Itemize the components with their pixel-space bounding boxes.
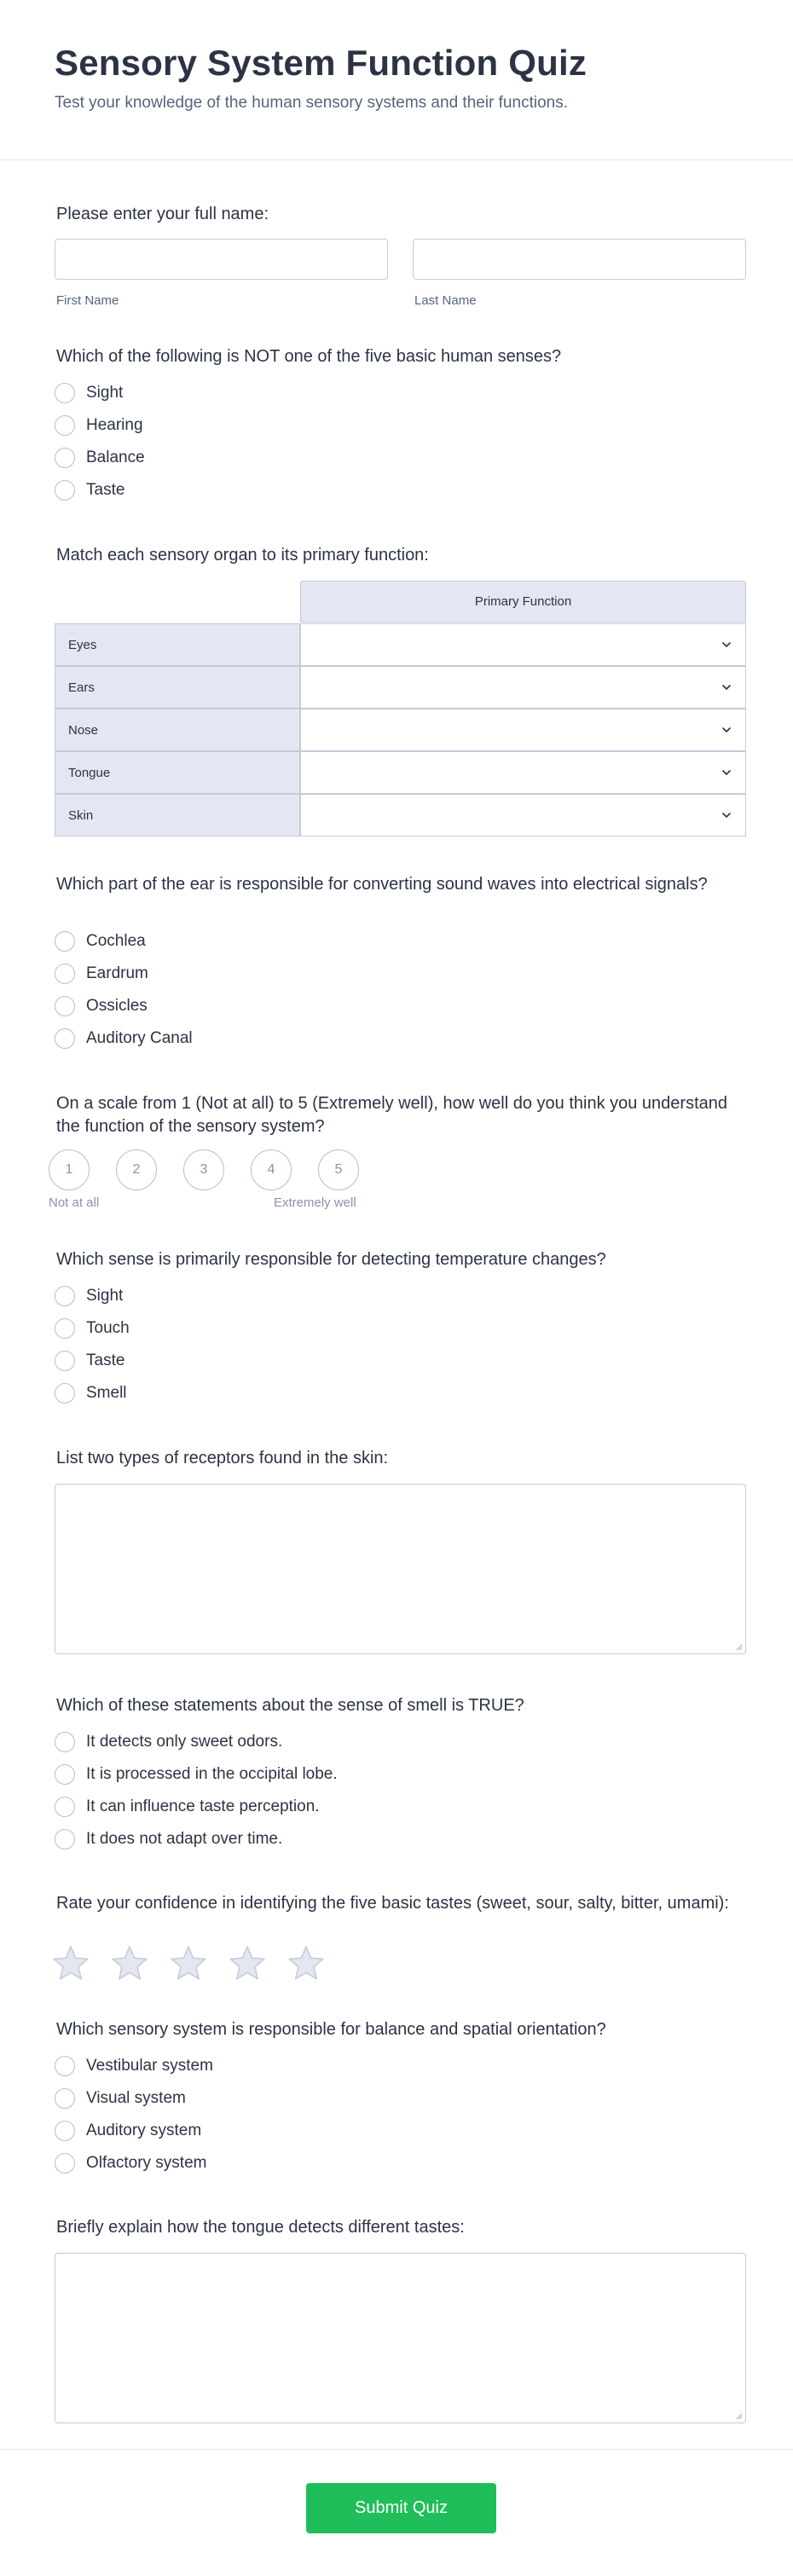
radio-option[interactable] — [55, 414, 143, 437]
radio-label: It can influence taste perception. — [86, 1797, 320, 1815]
radio-button[interactable] — [55, 1318, 75, 1339]
radio-label: Eardrum — [86, 964, 148, 982]
function-dropdown[interactable] — [300, 751, 746, 794]
radio-label: Visual system — [86, 2089, 186, 2107]
function-dropdown[interactable] — [300, 623, 746, 666]
question-scale: On a scale from 1 (Not at all) to 5 (Extremely well), how well do you think you understand the function of the sensory system? — [56, 1094, 728, 1136]
radio-label: Sight — [86, 1287, 124, 1305]
radio-option[interactable] — [55, 1795, 320, 1819]
radio-label: Touch — [86, 1319, 130, 1337]
question-tastes: Rate your confidence in identifying the five basic tastes (sweet, sour, salty, bitter, umami): — [56, 1894, 729, 1913]
first-name-sublabel: First Name — [56, 293, 119, 308]
radio-option[interactable] — [55, 1763, 338, 1786]
radio-option[interactable] — [55, 1349, 124, 1373]
radio-option[interactable] — [55, 1317, 130, 1340]
submit-button[interactable]: Submit Quiz — [306, 2483, 496, 2533]
matrix-row-label: Tongue — [55, 751, 300, 794]
radio-label: Ossicles — [86, 997, 148, 1015]
star-icon[interactable] — [111, 1945, 148, 1981]
radio-button[interactable] — [55, 448, 75, 468]
radio-option[interactable] — [55, 478, 124, 502]
radio-button[interactable] — [55, 931, 75, 952]
radio-button[interactable] — [55, 1286, 75, 1306]
radio-label: It detects only sweet odors. — [86, 1733, 283, 1751]
star-icon[interactable] — [287, 1945, 325, 1981]
radio-button[interactable] — [55, 415, 75, 436]
first-name-input[interactable] — [55, 239, 388, 280]
radio-button[interactable] — [55, 2121, 75, 2141]
last-name-sublabel: Last Name — [414, 293, 477, 308]
receptors-textarea[interactable] — [55, 1484, 746, 1654]
radio-button[interactable] — [55, 1383, 75, 1404]
radio-label: Taste — [86, 1352, 125, 1369]
form-header — [0, 0, 793, 160]
radio-button[interactable] — [55, 2088, 75, 2109]
radio-label: Hearing — [86, 416, 143, 434]
radio-option[interactable] — [55, 2151, 206, 2175]
chevron-down-icon — [720, 723, 733, 737]
radio-option[interactable] — [55, 446, 145, 470]
question-tongue: Briefly explain how the tongue detects different tastes: — [56, 2218, 465, 2237]
radio-option[interactable] — [55, 1027, 193, 1051]
matrix-row — [55, 623, 746, 666]
matrix-row — [55, 794, 746, 836]
page-subtitle: Test your knowledge of the human sensory systems and their functions. — [55, 94, 568, 112]
scale-option[interactable]: 3 — [183, 1149, 224, 1190]
radio-label: Auditory Canal — [86, 1029, 193, 1047]
radio-button[interactable] — [55, 1351, 75, 1371]
chevron-down-icon — [720, 680, 733, 694]
radio-button[interactable] — [55, 1028, 75, 1049]
question-receptors: List two types of receptors found in the skin: — [56, 1449, 389, 1467]
question-organ-matrix: Match each sensory organ to its primary function: — [56, 546, 429, 564]
scale-high-caption: Extremely well — [274, 1195, 356, 1210]
page-title: Sensory System Function Quiz — [55, 43, 588, 83]
function-dropdown[interactable] — [300, 794, 746, 836]
radio-label: Smell — [86, 1384, 127, 1402]
radio-label: Cochlea — [86, 932, 146, 950]
star-icon[interactable] — [229, 1945, 266, 1981]
matrix-row — [55, 709, 746, 751]
function-dropdown[interactable] — [300, 666, 746, 709]
resize-handle-icon[interactable] — [734, 1642, 743, 1651]
radio-option[interactable] — [55, 2119, 201, 2143]
matrix-column-header: Primary Function — [300, 581, 746, 622]
function-dropdown[interactable] — [300, 709, 746, 751]
radio-option[interactable] — [55, 994, 148, 1018]
star-icon[interactable] — [170, 1945, 207, 1981]
radio-label: Olfactory system — [86, 2154, 207, 2172]
resize-handle-icon[interactable] — [734, 2411, 743, 2420]
matrix-row-label: Skin — [55, 794, 300, 836]
radio-label: It does not adapt over time. — [86, 1830, 283, 1848]
radio-button[interactable] — [55, 383, 75, 403]
matrix-row-label: Eyes — [55, 623, 300, 666]
question-ear: Which part of the ear is responsible for converting sound waves into electrical signals? — [56, 875, 708, 894]
radio-button[interactable] — [55, 2056, 75, 2076]
radio-button[interactable] — [55, 996, 75, 1016]
chevron-down-icon — [720, 766, 733, 779]
scale-low-caption: Not at all — [49, 1195, 100, 1210]
question-balance: Which sensory system is responsible for balance and spatial orientation? — [56, 2020, 606, 2039]
radio-option[interactable] — [55, 929, 146, 953]
chevron-down-icon — [720, 638, 733, 651]
chevron-down-icon — [720, 808, 733, 822]
question-full-name: Please enter your full name: — [56, 205, 269, 223]
matrix-row — [55, 751, 746, 794]
scale-option[interactable]: 4 — [251, 1149, 292, 1190]
scale-option[interactable]: 5 — [318, 1149, 359, 1190]
radio-label: Auditory system — [86, 2122, 202, 2139]
radio-option[interactable] — [55, 2054, 213, 2078]
radio-option[interactable] — [55, 1730, 282, 1754]
scale-option[interactable]: 1 — [49, 1149, 90, 1190]
radio-option[interactable] — [55, 2087, 186, 2110]
scale-option[interactable]: 2 — [116, 1149, 157, 1190]
star-icon[interactable] — [52, 1945, 90, 1981]
question-five-senses: Which of the following is NOT one of the five basic human senses? — [56, 347, 562, 366]
radio-label: It is processed in the occipital lobe. — [86, 1765, 338, 1783]
radio-button[interactable] — [55, 1764, 75, 1785]
last-name-input[interactable] — [413, 239, 746, 280]
radio-button[interactable] — [55, 480, 75, 501]
question-temperature: Which sense is primarily responsible for detecting temperature changes? — [56, 1250, 606, 1269]
radio-button[interactable] — [55, 1829, 75, 1850]
radio-label: Sight — [86, 384, 124, 402]
radio-button[interactable] — [55, 964, 75, 984]
radio-option[interactable] — [55, 381, 123, 405]
tongue-textarea[interactable] — [55, 2253, 746, 2423]
radio-option[interactable] — [55, 962, 148, 986]
radio-label: Vestibular system — [86, 2057, 213, 2075]
radio-option[interactable] — [55, 1827, 282, 1851]
question-smell: Which of these statements about the sense of smell is TRUE? — [56, 1696, 524, 1715]
radio-option[interactable] — [55, 1381, 127, 1405]
radio-button[interactable] — [55, 2153, 75, 2174]
radio-option[interactable] — [55, 1284, 123, 1308]
radio-label: Taste — [86, 481, 125, 499]
matrix-row-label: Ears — [55, 666, 300, 709]
radio-label: Balance — [86, 449, 145, 466]
matrix-row-label: Nose — [55, 709, 300, 751]
radio-button[interactable] — [55, 1732, 75, 1752]
matrix-row — [55, 666, 746, 709]
radio-button[interactable] — [55, 1797, 75, 1817]
